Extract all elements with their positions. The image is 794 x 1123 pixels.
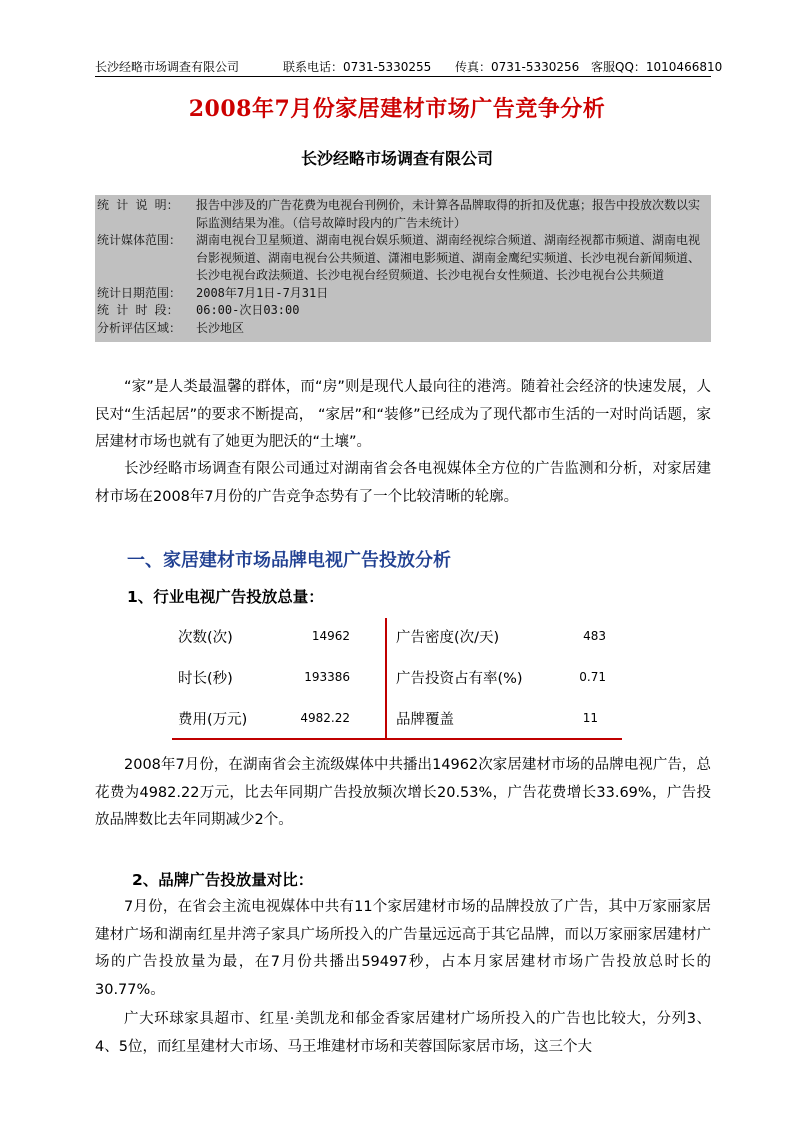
total-volume-paragraph: 2008年7月份，在湖南省会主流级媒体中共播出14962次家居建材市场的品牌电视广告，总花费为4982.22万元，比去年同期广告投放频次增长20.53%，广告花费增长33.69%，广告投放品牌数比去年同期减少2个。 [95, 757, 711, 828]
info-label: 统 计 说 明： [97, 198, 179, 212]
info-row [97, 232, 711, 285]
header-qq: 客服QQ：1010466810 [591, 60, 723, 74]
header-fax: 传真：0731-5330256 [455, 60, 580, 74]
brand-comparison-paragraph: 7月份，在省会主流电视媒体中共有11个家居建材市场的品牌投放了广告，其中万家丽家居建材广场和湖南红星井湾子家具广场所投入的广告量远远高于其它品牌，而以万家丽家居建材广场的广告投放量为最，在7月份共播出59497秒，占本月家居建材市场广告投放总时长的30.77%。 [95, 899, 711, 998]
info-value: 2008年7月1日-7月31日 [196, 285, 329, 300]
info-row [97, 197, 711, 232]
info-row [97, 320, 711, 338]
stat-label: 费用(万元) [178, 712, 248, 728]
info-label: 统计媒体范围： [97, 233, 182, 247]
stat-label: 时长(秒) [178, 671, 233, 687]
header-company: 长沙经略市场调查有限公司 [95, 60, 240, 74]
stat-label: 广告投资占有率(%) [396, 671, 523, 687]
info-value: 湖南电视台卫星频道、湖南电视台娱乐频道、湖南经视综合频道、湖南经视都市频道、湖南电视台影视频道、湖南电视台公共频道、潇湘电影频道、湖南金鹰纪实频道、长沙电视台新闻频道、长沙电视台政法频道、长沙电视台经贸频道、长沙电视台女性频道、长沙电视台公共频道 [196, 233, 701, 282]
info-label: 统计日期范围： [97, 285, 182, 300]
stat-value: 11 [582, 711, 598, 725]
stat-value: 0.71 [579, 670, 606, 684]
subsection-heading: 1、行业电视广告投放总量： [127, 588, 324, 606]
info-label: 统 计 时 段： [97, 303, 179, 317]
table-divider [385, 618, 387, 738]
statistics-info-box [95, 195, 711, 342]
stat-value: 193386 [304, 670, 350, 684]
stat-value: 4982.22 [300, 711, 350, 725]
intro-paragraph: “家”是人类最温馨的群体，而“房”则是现代人最向往的港湾。随着社会经济的快速发展，人民对“生活起居”的要求不断提高， “家居”和“装修”已经成为了现代都市生活的一对时尚话题，家居建材市场也就有了她更为肥沃的“土壤”。 [95, 379, 711, 450]
intro-paragraph: 长沙经略市场调查有限公司通过对湖南省会各电视媒体全方位的广告监测和分析，对家居建材市场在2008年7月份的广告竞争态势有了一个比较清晰的轮廓。 [95, 461, 711, 505]
subsection-heading: 2、品牌广告投放量对比： [132, 871, 314, 889]
info-value: 报告中涉及的广告花费为电视台刊例价，未计算各品牌取得的折扣及优惠；报告中投放次数以实际监测结果为准。（信号故障时段内的广告未统计） [196, 198, 701, 230]
stat-label: 品牌覆盖 [396, 712, 454, 728]
info-row [97, 302, 711, 320]
stat-value: 483 [583, 629, 606, 643]
info-row [97, 285, 711, 303]
section-heading: 一、家居建材市场品牌电视广告投放分析 [127, 550, 451, 571]
page-header [95, 56, 723, 77]
stat-value: 14962 [311, 629, 350, 643]
brand-comparison-paragraph: 广大环球家具超市、红星·美凯龙和郁金香家居建材广场所投入的广告也比较大，分列3、4、5位，而红星建材大市场、马王堆建材市场和芙蓉国际家居市场，这三个大 [95, 1011, 711, 1055]
info-value: 长沙地区 [196, 320, 245, 335]
header-phone: 联系电话：0731-5330255 [283, 60, 432, 74]
document-title: 2008年7月份家居建材市场广告竞争分析 [188, 96, 606, 122]
document-subtitle: 长沙经略市场调查有限公司 [300, 149, 493, 168]
total-volume-table [172, 618, 622, 740]
info-value: 06:00-次日03:00 [196, 303, 300, 317]
stat-label: 广告密度(次/天) [396, 630, 500, 646]
stat-label: 次数(次) [178, 630, 233, 646]
info-label: 分析评估区域： [97, 320, 182, 335]
